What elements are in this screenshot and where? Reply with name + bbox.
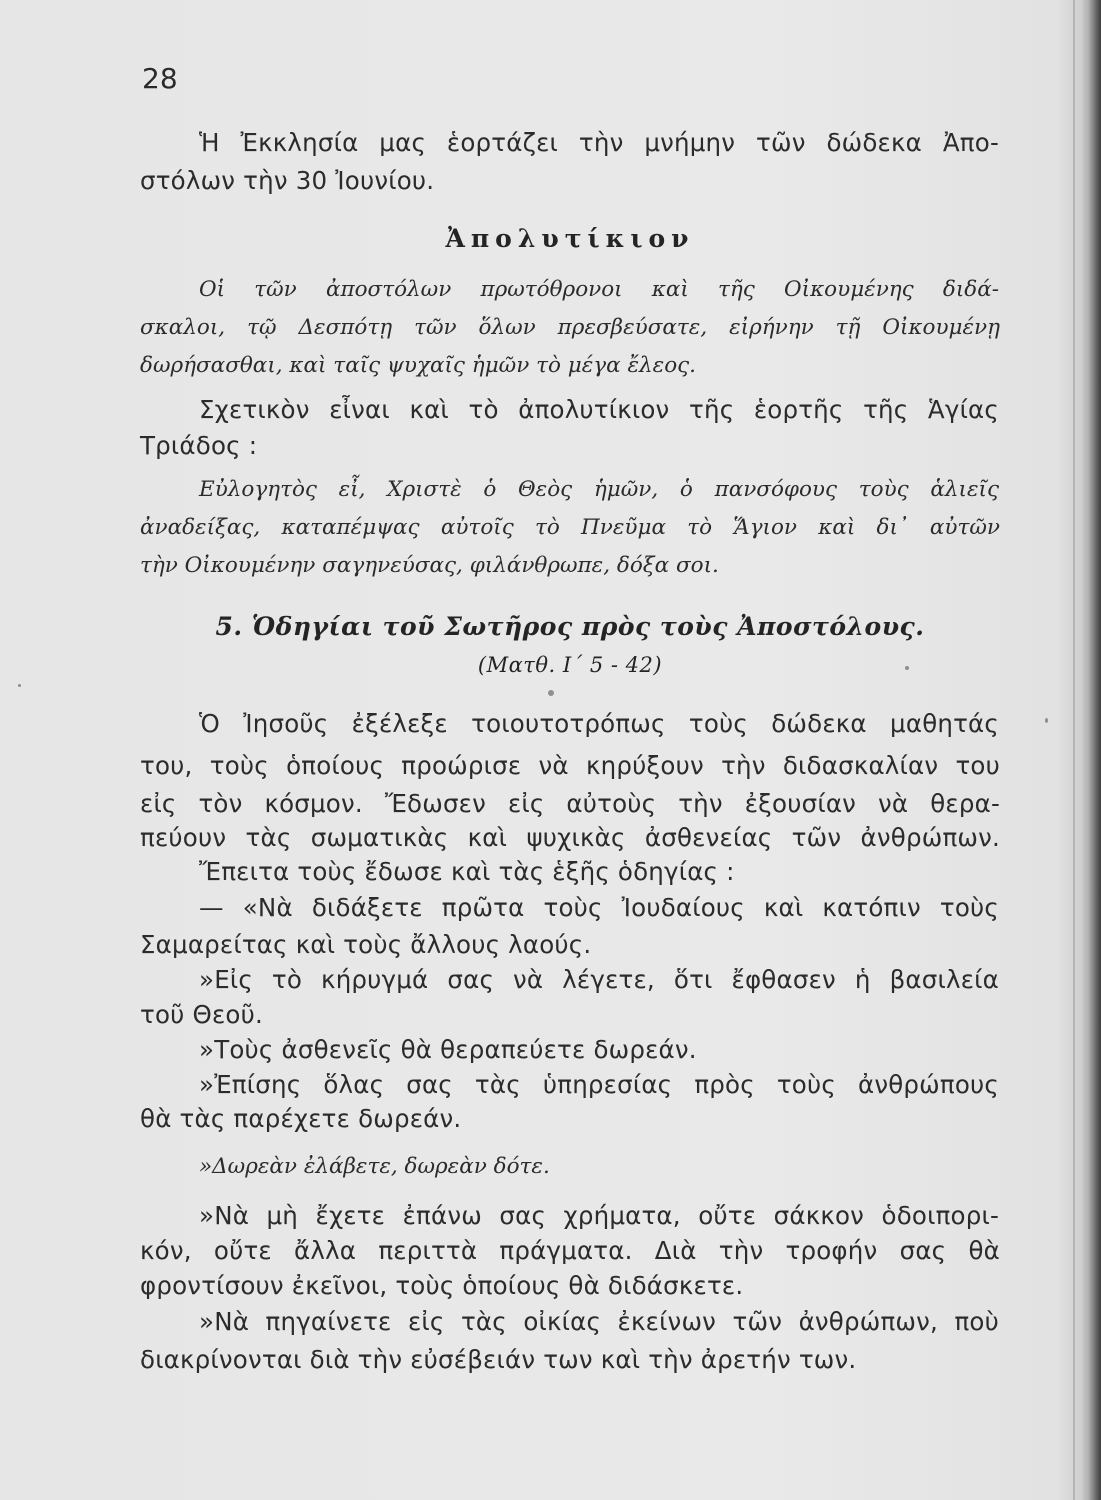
- trinity-line: Σχετικὸν εἶναι καὶ τὸ ἀπολυτίκιον τῆς ἑορτῆς τῆς Ἁγίας: [199, 395, 999, 424]
- body-line: »Τοὺς ἀσθενεῖς θὰ θεραπεύετε δωρεάν.: [199, 1035, 697, 1064]
- section-reference: (Ματθ. Ι΄ 5 - 42): [477, 653, 663, 677]
- intro-line: Ἡ Ἐκκλησία μας ἑορτάζει τὴν μνήμην τῶν δώδεκα Ἀπο-: [199, 128, 999, 157]
- ink-speck: [18, 684, 21, 687]
- body-line: Σαμαρείτας καὶ τοὺς ἄλλους λαούς.: [140, 930, 592, 959]
- apolytikion-line: Οἱ τῶν ἀποστόλων πρωτόθρονοι καὶ τῆς Οἰκουμένης διδά-: [199, 277, 999, 302]
- intro-line: στόλων τὴν 30 Ἰουνίου.: [140, 166, 435, 195]
- book-spine: [1087, 0, 1101, 1500]
- trinity-hymn-line: τὴν Οἰκουμένην σαγηνεύσας, φιλάνθρωπε, δόξα σοι.: [140, 553, 719, 578]
- trinity-hymn-line: ἀναδείξας, καταπέμψας αὐτοῖς τὸ Πνεῦμα τὸ Ἅγιον καὶ δι᾽ αὐτῶν: [140, 515, 1000, 540]
- body-line: »Νὰ μὴ ἔχετε ἐπάνω σας χρήματα, οὔτε σάκκον ὁδοιπορι-: [199, 1201, 999, 1230]
- body-line: φροντίσουν ἐκεῖνοι, τοὺς ὁποίους θὰ διδάσκετε.: [140, 1271, 744, 1300]
- page-number: 28: [142, 62, 178, 95]
- ink-speck: [905, 666, 909, 670]
- section-title: 5. Ὁδηγίαι τοῦ Σωτῆρος πρὸς τοὺς Ἀποστόλους.: [215, 612, 925, 641]
- body-quote: »Δωρεὰν ἐλάβετε, δωρεὰν δότε.: [199, 1154, 550, 1179]
- body-line: — «Νὰ διδάξετε πρῶτα τοὺς Ἰουδαίους καὶ κατόπιν τοὺς: [199, 893, 999, 922]
- ink-speck: [1045, 718, 1048, 723]
- apolytikion-heading: Ἀπολυτίκιον: [445, 224, 695, 253]
- gutter-shadow: [1073, 0, 1075, 1500]
- body-line: κόν, οὔτε ἄλλα περιττὰ πράγματα. Διὰ τὴν τροφήν σας θὰ: [140, 1236, 1000, 1265]
- body-line: θὰ τὰς παρέχετε δωρεάν.: [140, 1104, 462, 1133]
- apolytikion-line: σκαλοι, τῷ Δεσπότῃ τῶν ὅλων πρεσβεύσατε, εἰρήνην τῇ Οἰκουμένῃ: [140, 315, 1000, 340]
- apolytikion-line: δωρήσασθαι, καὶ ταῖς ψυχαῖς ἡμῶν τὸ μέγα ἔλεος.: [140, 353, 697, 378]
- body-line: εἰς τὸν κόσμον. Ἔδωσεν εἰς αὐτοὺς τὴν ἐξουσίαν νὰ θερα-: [140, 789, 1000, 818]
- body-line: Ὁ Ἰησοῦς ἐξέλεξε τοιουτοτρόπως τοὺς δώδεκα μαθητάς: [199, 709, 999, 738]
- body-line: πεύουν τὰς σωματικὰς καὶ ψυχικὰς ἀσθενείας τῶν ἀνθρώπων.: [140, 823, 1000, 852]
- body-line: »Ἐπίσης ὅλας σας τὰς ὑπηρεσίας πρὸς τοὺς ἀνθρώπους: [199, 1070, 999, 1099]
- trinity-hymn-line: Εὐλογητὸς εἶ, Χριστὲ ὁ Θεὸς ἡμῶν, ὁ πανσόφους τοὺς ἁλιεῖς: [199, 477, 999, 502]
- body-line: τοῦ Θεοῦ.: [140, 1000, 263, 1029]
- trinity-line: Τριάδος :: [140, 431, 258, 460]
- body-line: Ἔπειτα τοὺς ἔδωσε καὶ τὰς ἑξῆς ὁδηγίας :: [199, 857, 735, 886]
- body-line: »Εἰς τὸ κήρυγμά σας νὰ λέγετε, ὅτι ἔφθασεν ἡ βασιλεία: [199, 965, 999, 994]
- body-line: διακρίνονται διὰ τὴν εὐσέβειάν των καὶ τὴν ἀρετήν των.: [140, 1345, 857, 1374]
- body-line: του, τοὺς ὁποίους προώρισε νὰ κηρύξουν τὴν διδασκαλίαν του: [140, 751, 1000, 780]
- body-line: »Νὰ πηγαίνετε εἰς τὰς οἰκίας ἐκείνων τῶν ἀνθρώπων, ποὺ: [199, 1307, 999, 1336]
- ink-speck: [548, 690, 554, 696]
